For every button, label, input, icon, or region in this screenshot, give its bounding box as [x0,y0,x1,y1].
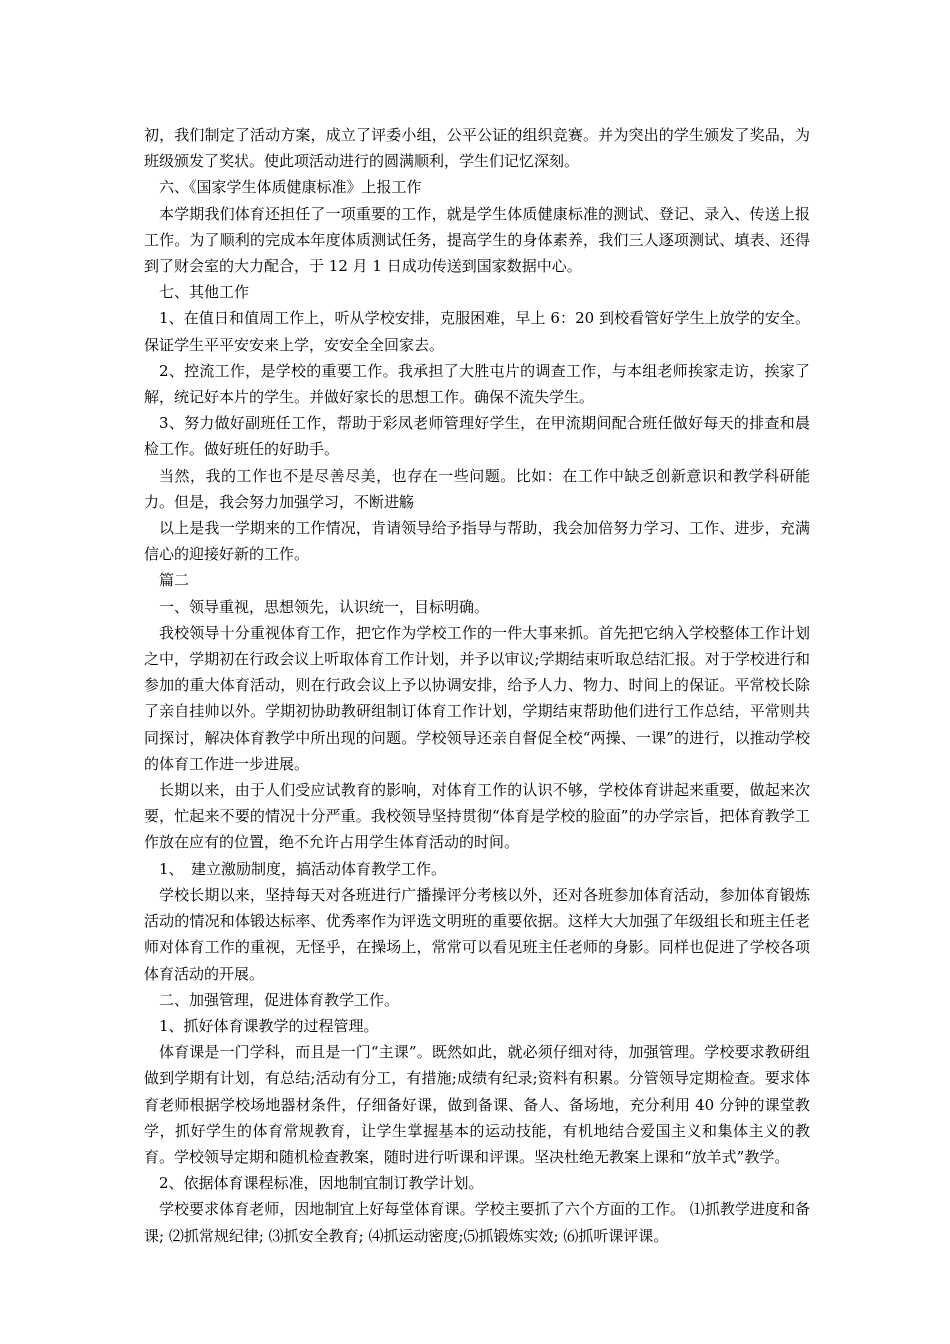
paragraph: 初，我们制定了活动方案，成立了评委小组，公平公证的组织竞赛。并为突出的学生颁发了奖品，为班级颁发了奖状。使此项活动进行的圆满顺利，学生们记忆深刻。 [144,126,810,171]
section-heading: 六、《国家学生体质健康标准》上报工作 [159,178,422,197]
paragraph: 1、在值日和值周工作上，听从学校安排，克服困难，早上 6：20 到校看管好学生上放学的安全。保证学生平平安安来上学，安安全全回家去。 [144,309,810,354]
paragraph: 长期以来，由于人们受应试教育的影响，对体育工作的认识不够，学校体育讲起来重要，做起来次要，忙起来不要的情况十分严重。我校领导坚持贯彻“体育是学校的脸面”的办学宗旨，把体育教学工作放在应有的位置，绝不允许占用学生体育活动的时间。 [144,781,810,852]
document-page [144,122,810,1249]
paragraph: 体育课是一门学科，而且是一门“主课”。既然如此，就必须仔细对待，加强管理。学校要求教研组做到学期有计划，有总结;活动有分工，有措施;成绩有纪录;资料有积累。分管领导定期检查。要求体育老师根据学校场地器材条件，仔细备好课，做到备课、备人、备场地，充分利用 40 分钟的课堂教学，抓好学生的体育常规教育，让学生掌握基本的运动技能，有机地结合爱国主义和集体主义的教育。学校领导定期和随机检查教案，随时进行听课和评课。坚决杜绝无教案上课和“放羊式”教学。 [144,1043,810,1166]
paragraph: 2、控流工作，是学校的重要工作。我承担了大胜屯片的调查工作，与本组老师挨家走访，挨家了解，统记好本片的学生。并做好家长的思想工作。确保不流失学生。 [144,361,810,407]
section-heading: 篇二 [159,571,190,590]
section-heading: 二、加强管理，促进体育教学工作。 [159,990,400,1009]
section-heading: 1、 建立激励制度，搞活动体育教学工作。 [159,859,447,878]
section-heading: 2、依据体育课程标准，因地制宜制订教学计划。 [159,1174,484,1193]
paragraph: 当然，我的工作也不是尽善尽美，也存在一些问题。比如：在工作中缺乏创新意识和教学科研能力。但是，我会努力加强学习，不断进觞 [144,466,810,511]
paragraph: 3、努力做好副班任工作，帮助于彩凤老师管理好学生，在甲流期间配合班任做好每天的排查和晨检工作。做好班任的好助手。 [144,414,810,459]
paragraph: 本学期我们体育还担任了一项重要的工作，就是学生体质健康标准的测试、登记、录入、传送上报工作。为了顺利的完成本年度体质测试任务，提高学生的身体素养，我们三人逐项测试、填表、还得到了财会室的大力配合，于 12 月 1 日成功传送到国家数据中心。 [144,204,810,276]
section-heading: 七、其他工作 [159,283,250,302]
paragraph: 以上是我一学期来的工作情况，肯请领导给予指导与帮助，我会加倍努力学习、工作、进步，充满信心的迎接好新的工作。 [144,519,810,564]
paragraph: 学校要求体育老师，因地制宜上好每堂体育课。学校主要抓了六个方面的工作。 ⑴抓教学进度和备课; ⑵抓常规纪律; ⑶抓安全教育; ⑷抓运动密度;⑸抓锻炼实效; ⑹抓听课评课。 [144,1200,810,1245]
section-heading: 一、领导重视，思想领先，认识统一，目标明确。 [159,597,490,616]
paragraph: 我校领导十分重视体育工作，把它作为学校工作的一件大事来抓。首先把它纳入学校整体工作计划之中，学期初在行政会议上听取体育工作计划，并予以审议;学期结束听取总结汇报。对于学校进行和参加的重大体育活动，则在行政会议上予以协调安排，给予人力、物力、时间上的保证。平常校长除了亲自挂帅以外。学期初协助教研组制订体育工作计划，学期结束帮助他们进行工作总结，平常则共同探讨，解决体育教学中所出现的问题。学校领导还亲自督促全校“两操、一课”的进行，以推动学校的体育工作进一步进展。 [144,623,810,773]
paragraph: 学校长期以来，坚持每天对各班进行广播操评分考核以外，还对各班参加体育活动，参加体育锻炼活动的情况和体锻达标率、优秀率作为评选文明班的重要依据。这样大大加强了年级组长和班主任老师对体育工作的重视，无怪乎，在操场上，常常可以看见班主任老师的身影。同样也促进了学校各项体育活动的开展。 [144,885,810,983]
section-heading: 1、抓好体育课教学的过程管理。 [159,1016,379,1035]
